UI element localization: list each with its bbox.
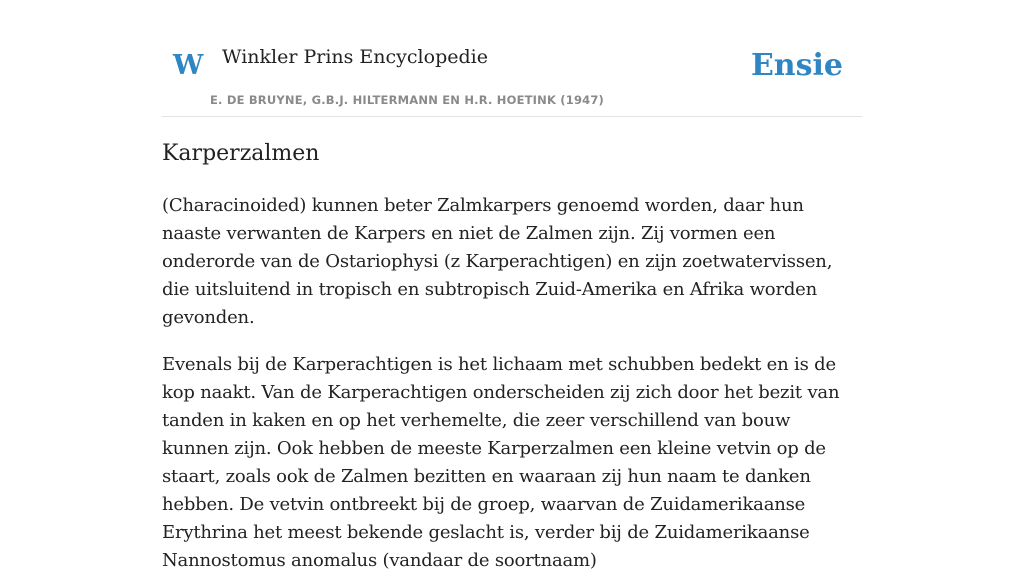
ensie-brand-logo[interactable]: Ensie (750, 48, 843, 83)
winkler-prins-logo-icon[interactable]: W (173, 50, 204, 81)
article-paragraph: Evenals bij de Karperachtigen is het lichaam met schubben bedekt en is de kop naakt. Van de Karperachtigen onderscheiden zij zich door het bezit van tanden in kaken en op het verhemelte, die zeer verschillend van bouw kunnen zijn. Ook hebben de meeste Karperzalmen een kleine vetvin op de staart, zoals ook de Zalmen bezitten en waaraan zij hun naam te danken hebben. De vetvin ontbreekt bij de groep, waarvan de Zuidamerikaanse Erythrina het meest bekende geslacht is, verder bij de Zuidamerikaanse Nannostomus anomalus (vandaar de soortnaam) (162, 354, 840, 571)
article (162, 138, 862, 575)
site-title[interactable]: Winkler Prins Encyclopedie (222, 46, 488, 68)
article-paragraph: (Characinoided) kunnen beter Zalmkarpers genoemd worden, daar hun naaste verwanten de Karpers en niet de Zalmen zijn. Zij vormen een onderorde van de Ostariophysi (z Karperachtigen) en zijn zoetwatervissen, die uitsluitend in tropisch en subtropisch Zuid-Amerika en Afrika worden gevonden. (162, 195, 833, 328)
site-header (162, 0, 862, 117)
article-title: Karperzalmen (162, 141, 320, 166)
byline: E. DE BRUYNE, G.B.J. HILTERMANN EN H.R. HOETINK (1947) (210, 93, 605, 107)
